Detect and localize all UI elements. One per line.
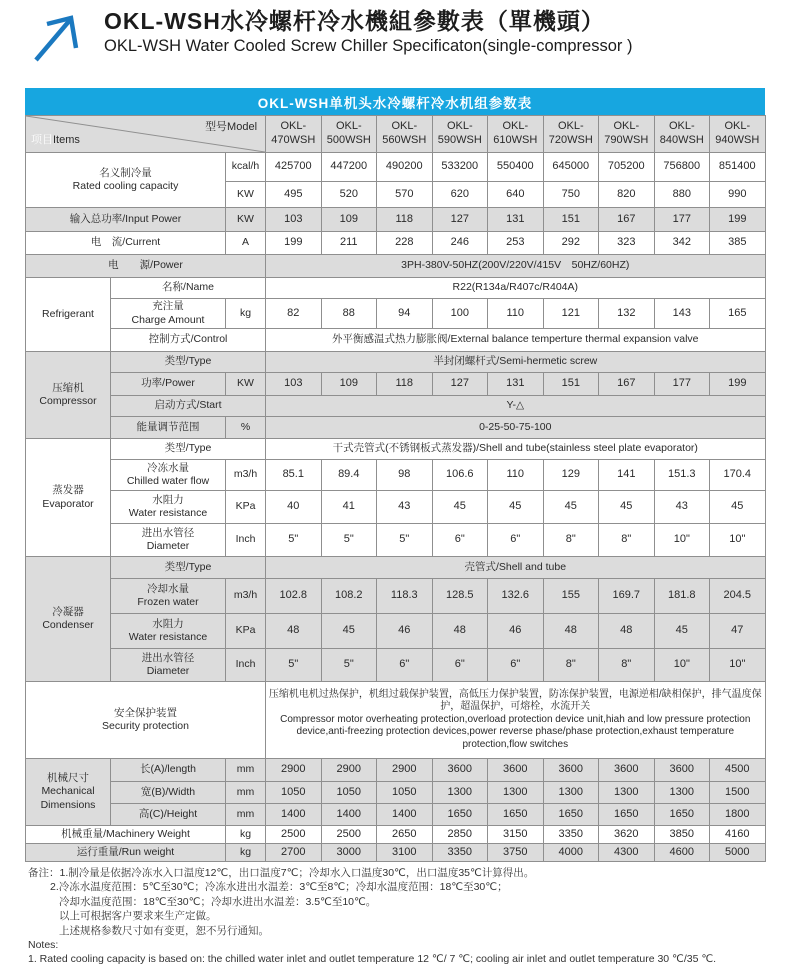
row-label-evap-diameter: 进出水管径 Diameter [111,524,226,557]
value-cell: 2900 [377,759,433,782]
model-header: OKL-500WSH [321,116,377,153]
value-cell: 199 [710,373,766,396]
value-cell: 2900 [266,759,322,782]
value-cell: 490200 [377,153,433,182]
value-cell: 1400 [266,804,322,826]
value-cell: 151.3 [654,460,710,491]
start-mode-value: Y-△ [266,396,766,417]
value-cell: 385 [710,232,766,255]
unit-cell: KPa [226,491,266,524]
model-header: OKL-940WSH [710,116,766,153]
value-cell: 756800 [654,153,710,182]
unit-cell: mm [226,759,266,782]
model-header: OKL-470WSH [266,116,322,153]
value-cell: 1800 [710,804,766,826]
value-cell: 5" [321,524,377,557]
model-header: OKL-610WSH [488,116,544,153]
value-cell: 131 [488,373,544,396]
value-cell: 169.7 [599,579,655,614]
value-cell: 342 [654,232,710,255]
value-cell: 46 [488,614,544,649]
row-label-refrigerant-name: 名称/Name [111,278,266,299]
value-cell: 204.5 [710,579,766,614]
value-cell: 1650 [543,804,599,826]
row-label-evap-water-resistance: 水阻力 Water resistance [111,491,226,524]
value-cell: 167 [599,208,655,232]
value-cell: 151 [543,208,599,232]
value-cell: 4300 [599,844,655,862]
value-cell: 118.3 [377,579,433,614]
value-cell: 8" [543,524,599,557]
row-label-height: 高(C)/Height [111,804,226,826]
unit-cell: kg [226,826,266,844]
unit-cell: KPa [226,614,266,649]
spec-table-container [25,88,765,862]
note-line: 上述规格参数尺寸如有变更，恕不另行通知。 [59,924,269,937]
table-banner: OKL-WSH单机头水冷螺杆冷水机组参数表 [25,88,765,115]
value-cell: 121 [543,299,599,329]
unit-cell: A [226,232,266,255]
value-cell: 6" [488,524,544,557]
value-cell: 3620 [599,826,655,844]
value-cell: 40 [266,491,322,524]
value-cell: 45 [488,491,544,524]
page-subtitle: OKL-WSH Water Cooled Screw Chiller Specificaton(single-compressor ) [104,37,633,56]
value-cell: 6" [488,649,544,682]
value-cell: 2500 [321,826,377,844]
value-cell: 165 [710,299,766,329]
value-cell: 8" [599,524,655,557]
value-cell: 880 [654,182,710,208]
value-cell: 1500 [710,782,766,804]
value-cell: 292 [543,232,599,255]
value-cell: 645000 [543,153,599,182]
unit-cell: KW [226,208,266,232]
value-cell: 3150 [488,826,544,844]
unit-cell: m3/h [226,460,266,491]
value-cell: 109 [321,208,377,232]
group-label-condenser: 冷凝器 Condenser [26,557,111,682]
items-model-corner-cell [26,116,266,153]
value-cell: 1300 [432,782,488,804]
value-cell: 5000 [710,844,766,862]
value-cell: 102.8 [266,579,322,614]
value-cell: 177 [654,373,710,396]
power-source-value: 3PH-380V-50HZ(200V/220V/415V 50HZ/60HZ) [266,255,766,278]
row-label-cond-diameter: 进出水管径 Diameter [111,649,226,682]
unit-cell: mm [226,804,266,826]
value-cell: 47 [710,614,766,649]
value-cell: 5" [266,649,322,682]
note-line: 以上可根据客户要求来生产定做。 [59,910,217,923]
value-cell: 10" [654,649,710,682]
row-label-frozen-water: 冷却水量 Frozen water [111,579,226,614]
row-label-power-source: 电 源/Power [26,255,266,278]
unit-cell: mm [226,782,266,804]
arrow-logo-icon [30,8,82,66]
notes-section [28,866,768,967]
unit-cell: % [226,417,266,439]
evaporator-type-value: 干式壳管式(不锈钢板式蒸发器)/Shell and tube(stainless steel plate evaporator) [266,439,766,460]
value-cell: 106.6 [432,460,488,491]
value-cell: 118 [377,373,433,396]
value-cell: 3850 [654,826,710,844]
row-label-run-weight: 运行重量/Run weight [26,844,226,862]
value-cell: 4000 [543,844,599,862]
value-cell: 109 [321,373,377,396]
value-cell: 3000 [321,844,377,862]
row-label-charge-amount: 充注量 Charge Amount [111,299,226,329]
unit-cell: Inch [226,649,266,682]
value-cell: 6" [377,649,433,682]
value-cell: 199 [266,232,322,255]
value-cell: 4500 [710,759,766,782]
model-header: OKL-720WSH [543,116,599,153]
control-value: 外平衡感温式热力膨胀阀/External balance temperture thermal expansion valve [266,329,766,352]
value-cell: 3600 [543,759,599,782]
value-cell: 3100 [377,844,433,862]
value-cell: 851400 [710,153,766,182]
unit-cell: kcal/h [226,153,266,182]
value-cell: 141 [599,460,655,491]
value-cell: 1650 [599,804,655,826]
value-cell: 640 [488,182,544,208]
value-cell: 46 [377,614,433,649]
value-cell: 10" [710,649,766,682]
value-cell: 425700 [266,153,322,182]
value-cell: 620 [432,182,488,208]
value-cell: 323 [599,232,655,255]
value-cell: 48 [599,614,655,649]
value-cell: 132 [599,299,655,329]
value-cell: 199 [710,208,766,232]
value-cell: 129 [543,460,599,491]
value-cell: 5" [266,524,322,557]
value-cell: 100 [432,299,488,329]
value-cell: 550400 [488,153,544,182]
value-cell: 127 [432,208,488,232]
compressor-type-value: 半封闭螺杆式/Semi-hermetic screw [266,352,766,373]
value-cell: 48 [266,614,322,649]
model-header: OKL-560WSH [377,116,433,153]
value-cell: 103 [266,373,322,396]
unit-cell: kg [226,844,266,862]
value-cell: 48 [543,614,599,649]
value-cell: 118 [377,208,433,232]
value-cell: 3600 [432,759,488,782]
model-header: OKL-790WSH [599,116,655,153]
group-label-refrigerant: Refrigerant [26,278,111,352]
value-cell: 43 [654,491,710,524]
value-cell: 1050 [321,782,377,804]
value-cell: 750 [543,182,599,208]
condenser-type-value: 壳管式/Shell and tube [266,557,766,579]
note-line: 冷却水温度范围：18℃至30℃；冷却水进出水温差：3.5℃至10℃。 [59,895,377,908]
value-cell: 45 [432,491,488,524]
value-cell: 48 [432,614,488,649]
value-cell: 3750 [488,844,544,862]
value-cell: 128.5 [432,579,488,614]
value-cell: 4160 [710,826,766,844]
value-cell: 8" [599,649,655,682]
value-cell: 2650 [377,826,433,844]
value-cell: 45 [710,491,766,524]
value-cell: 6" [432,524,488,557]
page-title: OKL-WSH水冷螺杆冷水機組參數表（單機頭） [104,8,605,34]
spec-table [25,115,766,862]
value-cell: 1300 [599,782,655,804]
value-cell: 1400 [321,804,377,826]
row-label-control: 控制方式/Control [111,329,266,352]
row-label-chilled-water-flow: 冷冻水量 Chilled water flow [111,460,226,491]
value-cell: 6" [432,649,488,682]
model-header: OKL-840WSH [654,116,710,153]
value-cell: 990 [710,182,766,208]
value-cell: 253 [488,232,544,255]
row-label-condenser-type: 类型/Type [111,557,266,579]
note-line: 2.冷冻水温度范围：5℃至30℃；冷冻水进出水温差：3℃至8℃；冷却水温度范围：18℃至30℃； [50,881,508,894]
value-cell: 533200 [432,153,488,182]
unit-cell: Inch [226,524,266,557]
value-cell: 167 [599,373,655,396]
value-cell: 211 [321,232,377,255]
value-cell: 1650 [432,804,488,826]
value-cell: 1050 [266,782,322,804]
refrigerant-name-value: R22(R134a/R407c/R404A) [266,278,766,299]
model-header: OKL-590WSH [432,116,488,153]
group-label-evaporator: 蒸发器 Evaporator [26,439,111,557]
value-cell: 155 [543,579,599,614]
items-label: 项目Items [31,134,80,147]
value-cell: 89.4 [321,460,377,491]
value-cell: 3600 [488,759,544,782]
model-label: 型号Model [205,121,258,133]
value-cell: 447200 [321,153,377,182]
value-cell: 45 [599,491,655,524]
energy-range-value: 0-25-50-75-100 [266,417,766,439]
value-cell: 43 [377,491,433,524]
row-label-compressor-type: 类型/Type [111,352,266,373]
row-label-cond-water-resistance: 水阻力 Water resistance [111,614,226,649]
value-cell: 170.4 [710,460,766,491]
row-label-security-protection: 安全保护装置 Security protection [26,682,266,759]
value-cell: 10" [710,524,766,557]
value-cell: 1300 [543,782,599,804]
row-label-width: 宽(B)/Width [111,782,226,804]
value-cell: 1300 [654,782,710,804]
value-cell: 1050 [377,782,433,804]
row-label-cooling-capacity: 名义制冷量 Rated cooling capacity [26,153,226,208]
value-cell: 2700 [266,844,322,862]
value-cell: 4600 [654,844,710,862]
value-cell: 108.2 [321,579,377,614]
value-cell: 1650 [488,804,544,826]
row-label-length: 长(A)/length [111,759,226,782]
row-label-machinery-weight: 机械重量/Machinery Weight [26,826,226,844]
value-cell: 94 [377,299,433,329]
value-cell: 246 [432,232,488,255]
group-label-dimensions: 机械尺寸 Mechanical Dimensions [26,759,111,826]
row-label-compressor-power: 功率/Power [111,373,226,396]
value-cell: 228 [377,232,433,255]
value-cell: 45 [321,614,377,649]
value-cell: 3350 [543,826,599,844]
value-cell: 45 [543,491,599,524]
unit-cell: KW [226,182,266,208]
unit-cell: kg [226,299,266,329]
value-cell: 8" [543,649,599,682]
value-cell: 88 [321,299,377,329]
value-cell: 5" [377,524,433,557]
value-cell: 85.1 [266,460,322,491]
security-protection-value: 压缩机电机过热保护，机组过载保护装置，高低压力保护装置，防冻保护装置，电源逆相/缺相保护，排气温度保护，超温保护，可熔栓，水流开关 Compressor motor overheating protection,overload protection device unit,hiah and low pressure protection device,anti-freezing protection devices,power reverse phase/phase protection,exhaust temperature protection,flow switches [266,682,766,759]
value-cell: 41 [321,491,377,524]
row-label-input-power: 输入总功率/Input Power [26,208,226,232]
value-cell: 2500 [266,826,322,844]
value-cell: 820 [599,182,655,208]
unit-cell: KW [226,373,266,396]
title-block [104,8,632,56]
value-cell: 132.6 [488,579,544,614]
value-cell: 143 [654,299,710,329]
value-cell: 177 [654,208,710,232]
value-cell: 1300 [488,782,544,804]
value-cell: 131 [488,208,544,232]
value-cell: 110 [488,460,544,491]
group-label-compressor: 压缩机 Compressor [26,352,111,439]
note-line: Notes: [28,939,59,952]
row-label-evaporator-type: 类型/Type [111,439,266,460]
value-cell: 2900 [321,759,377,782]
value-cell: 127 [432,373,488,396]
value-cell: 10" [654,524,710,557]
unit-cell: m3/h [226,579,266,614]
value-cell: 1650 [654,804,710,826]
value-cell: 5" [321,649,377,682]
value-cell: 570 [377,182,433,208]
row-label-start-mode: 启动方式/Start [111,396,266,417]
value-cell: 705200 [599,153,655,182]
value-cell: 3600 [654,759,710,782]
row-label-energy-range: 能量调节范围 [111,417,226,439]
value-cell: 495 [266,182,322,208]
value-cell: 3600 [599,759,655,782]
value-cell: 520 [321,182,377,208]
value-cell: 45 [654,614,710,649]
value-cell: 82 [266,299,322,329]
value-cell: 181.8 [654,579,710,614]
value-cell: 3350 [432,844,488,862]
note-line: 1. Rated cooling capacity is based on: the chilled water inlet and outlet temperature 12 ℃/ 7 ℃; cooling air inlet and outlet temperature 30 ℃/35 ℃. [28,953,717,966]
note-line: 备注：1.制冷量是依据冷冻水入口温度12℃，出口温度7℃；冷却水入口温度30℃，出口温度35℃计算得出。 [28,867,535,879]
value-cell: 103 [266,208,322,232]
value-cell: 98 [377,460,433,491]
document-header [30,8,632,66]
value-cell: 1400 [377,804,433,826]
value-cell: 151 [543,373,599,396]
row-label-current: 电 流/Current [26,232,226,255]
value-cell: 110 [488,299,544,329]
value-cell: 2850 [432,826,488,844]
